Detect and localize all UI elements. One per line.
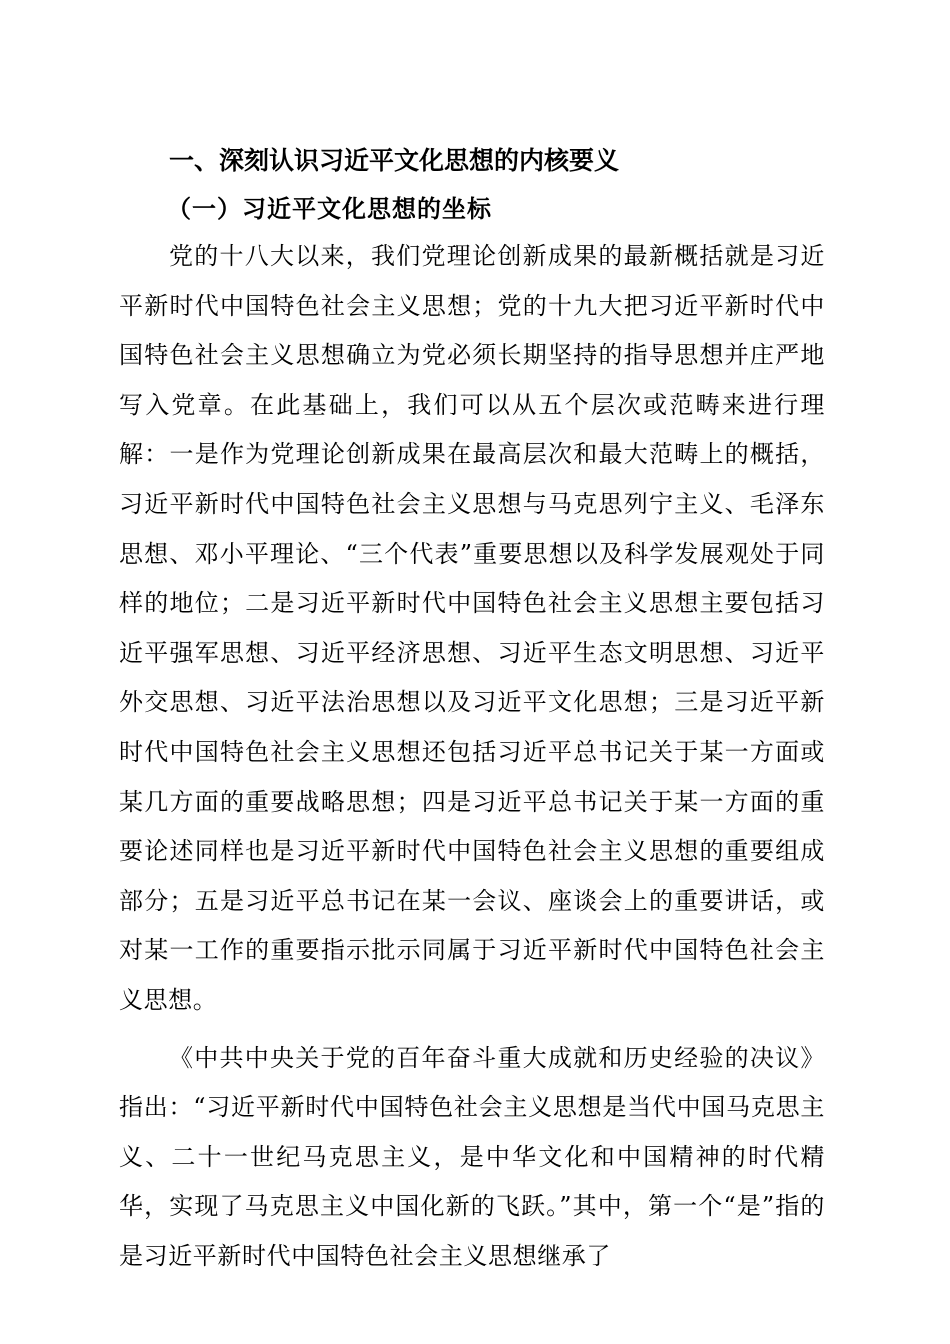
- body-paragraph: 党的十八大以来，我们党理论创新成果的最新概括就是习近平新时代中国特色社会主义思想；党的十九大把习近平新时代中国特色社会主义思想确立为党必须长期坚持的指导思想并庄严地写入党章。在此基础上，我们可以从五个层次或范畴来进行理解：一是作为党理论创新成果在最高层次和最大范畴上的概括，习近平新时代中国特色社会主义思想与马克思列宁主义、毛泽东思想、邓小平理论、“三个代表”重要思想以及科学发展观处于同样的地位；二是习近平新时代中国特色社会主义思想主要包括习近平强军思想、习近平经济思想、习近平生态文明思想、习近平外交思想、习近平法治思想以及习近平文化思想；三是习近平新时代中国特色社会主义思想还包括习近平总书记关于某一方面或某几方面的重要战略思想；四是习近平总书记关于某一方面的重要论述同样也是习近平新时代中国特色社会主义思想的重要组成部分；五是习近平总书记在某一会议、座谈会上的重要讲话，或对某一工作的重要指示批示同属于习近平新时代中国特色社会主义思想。: [119, 242, 825, 1014]
- body-paragraph: 《中共中央关于党的百年奋斗重大成就和历史经验的决议》指出：“习近平新时代中国特色社会主义思想是当代中国马克思主义、二十一世纪马克思主义，是中华文化和中国精神的时代精华，实现了马克思主义中国化新的飞跃。”其中，第一个“是”指的是习近平新时代中国特色社会主义思想继承了: [119, 1043, 825, 1270]
- section-heading: 一、深刻认识习近平文化思想的内核要义: [169, 146, 620, 175]
- document-body: [119, 136, 825, 1281]
- subsection-heading: （一）习近平文化思想的坐标: [167, 194, 492, 223]
